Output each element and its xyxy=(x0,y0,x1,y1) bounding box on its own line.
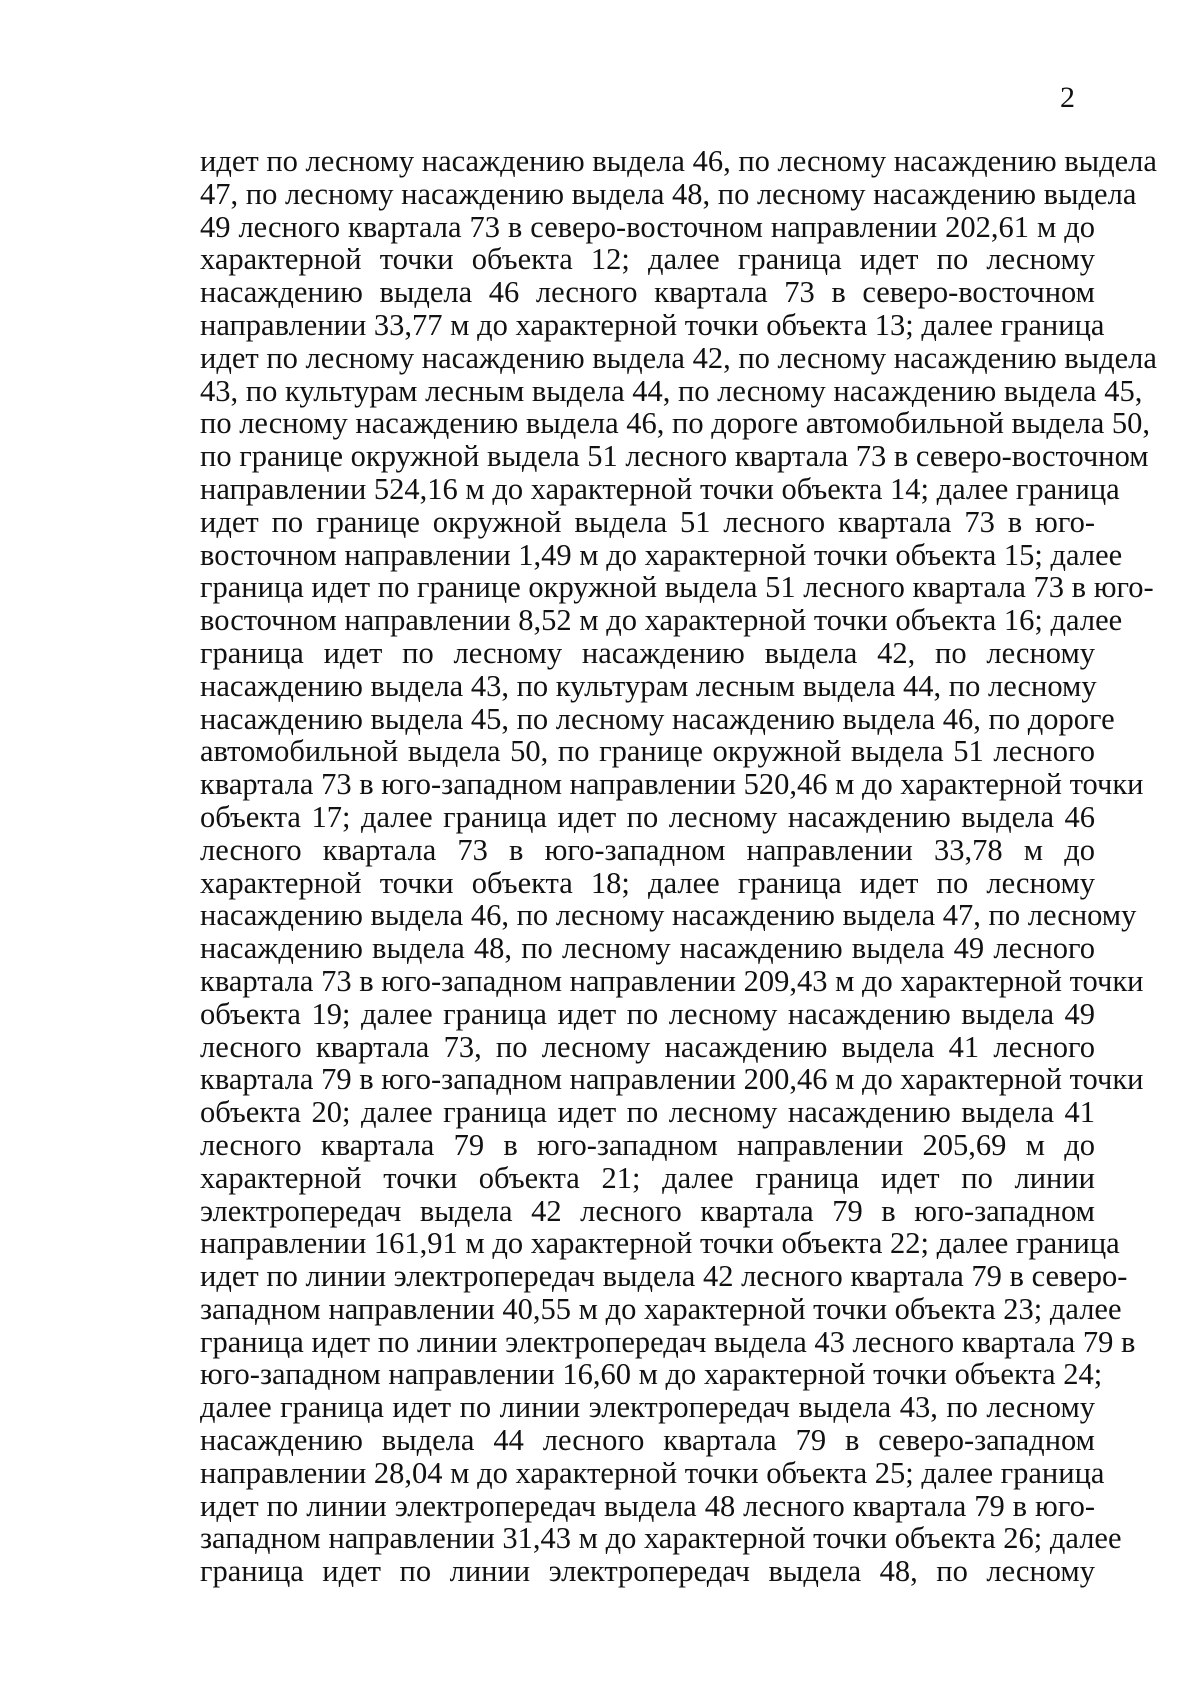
body-text xyxy=(200,144,1157,1589)
text-line: направлении 28,04 м до характерной точки объекта 25; далее граница xyxy=(200,1455,1105,1490)
text-line: автомобильной выдела 50, по границе окружной выдела 51 лесного xyxy=(200,734,1095,769)
text-line: восточном направлении 1,49 м до характерной точки объекта 15; далее xyxy=(200,537,1123,572)
text-line: по границе окружной выдела 51 лесного квартала 73 в северо-восточном xyxy=(200,439,1149,474)
text-line: электропередач выдела 42 лесного квартала 79 в юго-западном xyxy=(200,1193,1095,1228)
text-line: насаждению выдела 46, по лесному насаждению выдела 47, по лесному xyxy=(200,898,1137,933)
text-line: далее граница идет по линии электропередач выдела 43, по лесному xyxy=(200,1390,1095,1425)
text-line: направлении 524,16 м до характерной точки объекта 14; далее граница xyxy=(200,471,1120,506)
text-line: лесного квартала 79 в юго-западном направлении 205,69 м до xyxy=(200,1127,1095,1162)
text-line: юго-западном направлении 16,60 м до характерной точки объекта 24; xyxy=(200,1357,1103,1392)
text-line: западном направлении 31,43 м до характерной точки объекта 26; далее xyxy=(200,1521,1122,1556)
text-line: насаждению выдела 48, по лесному насаждению выдела 49 лесного xyxy=(200,931,1095,966)
text-line: западном направлении 40,55 м до характерной точки объекта 23; далее xyxy=(200,1291,1122,1326)
text-line: по лесному насаждению выдела 46, по дороге автомобильной выдела 50, xyxy=(200,406,1150,441)
text-line: объекта 20; далее граница идет по лесному насаждению выдела 41 xyxy=(200,1095,1095,1130)
text-line: направлении 161,91 м до характерной точки объекта 22; далее граница xyxy=(200,1226,1120,1261)
text-line: характерной точки объекта 18; далее граница идет по лесному xyxy=(200,865,1095,900)
text-line: насаждению выдела 45, по лесному насаждению выдела 46, по дороге xyxy=(200,701,1115,736)
text-line: 49 лесного квартала 73 в северо-восточном направлении 202,61 м до xyxy=(200,209,1095,244)
text-line: насаждению выдела 46 лесного квартала 73 в северо-восточном xyxy=(200,275,1095,310)
text-line: насаждению выдела 43, по культурам лесным выдела 44, по лесному xyxy=(200,668,1097,703)
text-line: идет по линии электропередач выдела 48 лесного квартала 79 в юго- xyxy=(200,1488,1095,1523)
text-line: квартала 73 в юго-западном направлении 520,46 м до характерной точки xyxy=(200,767,1144,802)
text-line: граница идет по лесному насаждению выдела 42, по лесному xyxy=(200,635,1095,670)
text-line: насаждению выдела 44 лесного квартала 79 в северо-западном xyxy=(200,1423,1095,1458)
text-line: характерной точки объекта 21; далее граница идет по линии xyxy=(200,1160,1095,1195)
text-line: граница идет по линии электропередач выдела 43 лесного квартала 79 в xyxy=(200,1324,1136,1359)
text-line: 47, по лесному насаждению выдела 48, по лесному насаждению выдела xyxy=(200,176,1137,211)
text-line: характерной точки объекта 12; далее граница идет по лесному xyxy=(200,242,1095,277)
text-line: восточном направлении 8,52 м до характерной точки объекта 16; далее xyxy=(200,603,1123,638)
text-line: объекта 19; далее граница идет по лесному насаждению выдела 49 xyxy=(200,996,1095,1031)
page-number: 2 xyxy=(1060,81,1075,114)
text-line: направлении 33,77 м до характерной точки объекта 13; далее граница xyxy=(200,307,1105,342)
text-line: идет по границе окружной выдела 51 лесного квартала 73 в юго- xyxy=(200,504,1095,539)
text-line: идет по лесному насаждению выдела 42, по лесному насаждению выдела xyxy=(200,340,1157,375)
text-line: 43, по культурам лесным выдела 44, по лесному насаждению выдела 45, xyxy=(200,373,1143,408)
text-line: граница идет по линии электропередач выдела 48, по лесному xyxy=(200,1554,1095,1589)
text-line: лесного квартала 73, по лесному насаждению выдела 41 лесного xyxy=(200,1029,1095,1064)
text-line: идет по линии электропередач выдела 42 лесного квартала 79 в северо- xyxy=(200,1259,1128,1294)
text-line: квартала 79 в юго-западном направлении 200,46 м до характерной точки xyxy=(200,1062,1144,1097)
text-line: идет по лесному насаждению выдела 46, по лесному насаждению выдела xyxy=(200,144,1157,178)
text-line: квартала 73 в юго-западном направлении 209,43 м до характерной точки xyxy=(200,963,1144,998)
text-line: лесного квартала 73 в юго-западном направлении 33,78 м до xyxy=(200,832,1095,867)
text-line: граница идет по границе окружной выдела 51 лесного квартала 73 в юго- xyxy=(200,570,1154,605)
text-line: объекта 17; далее граница идет по лесному насаждению выдела 46 xyxy=(200,799,1095,834)
